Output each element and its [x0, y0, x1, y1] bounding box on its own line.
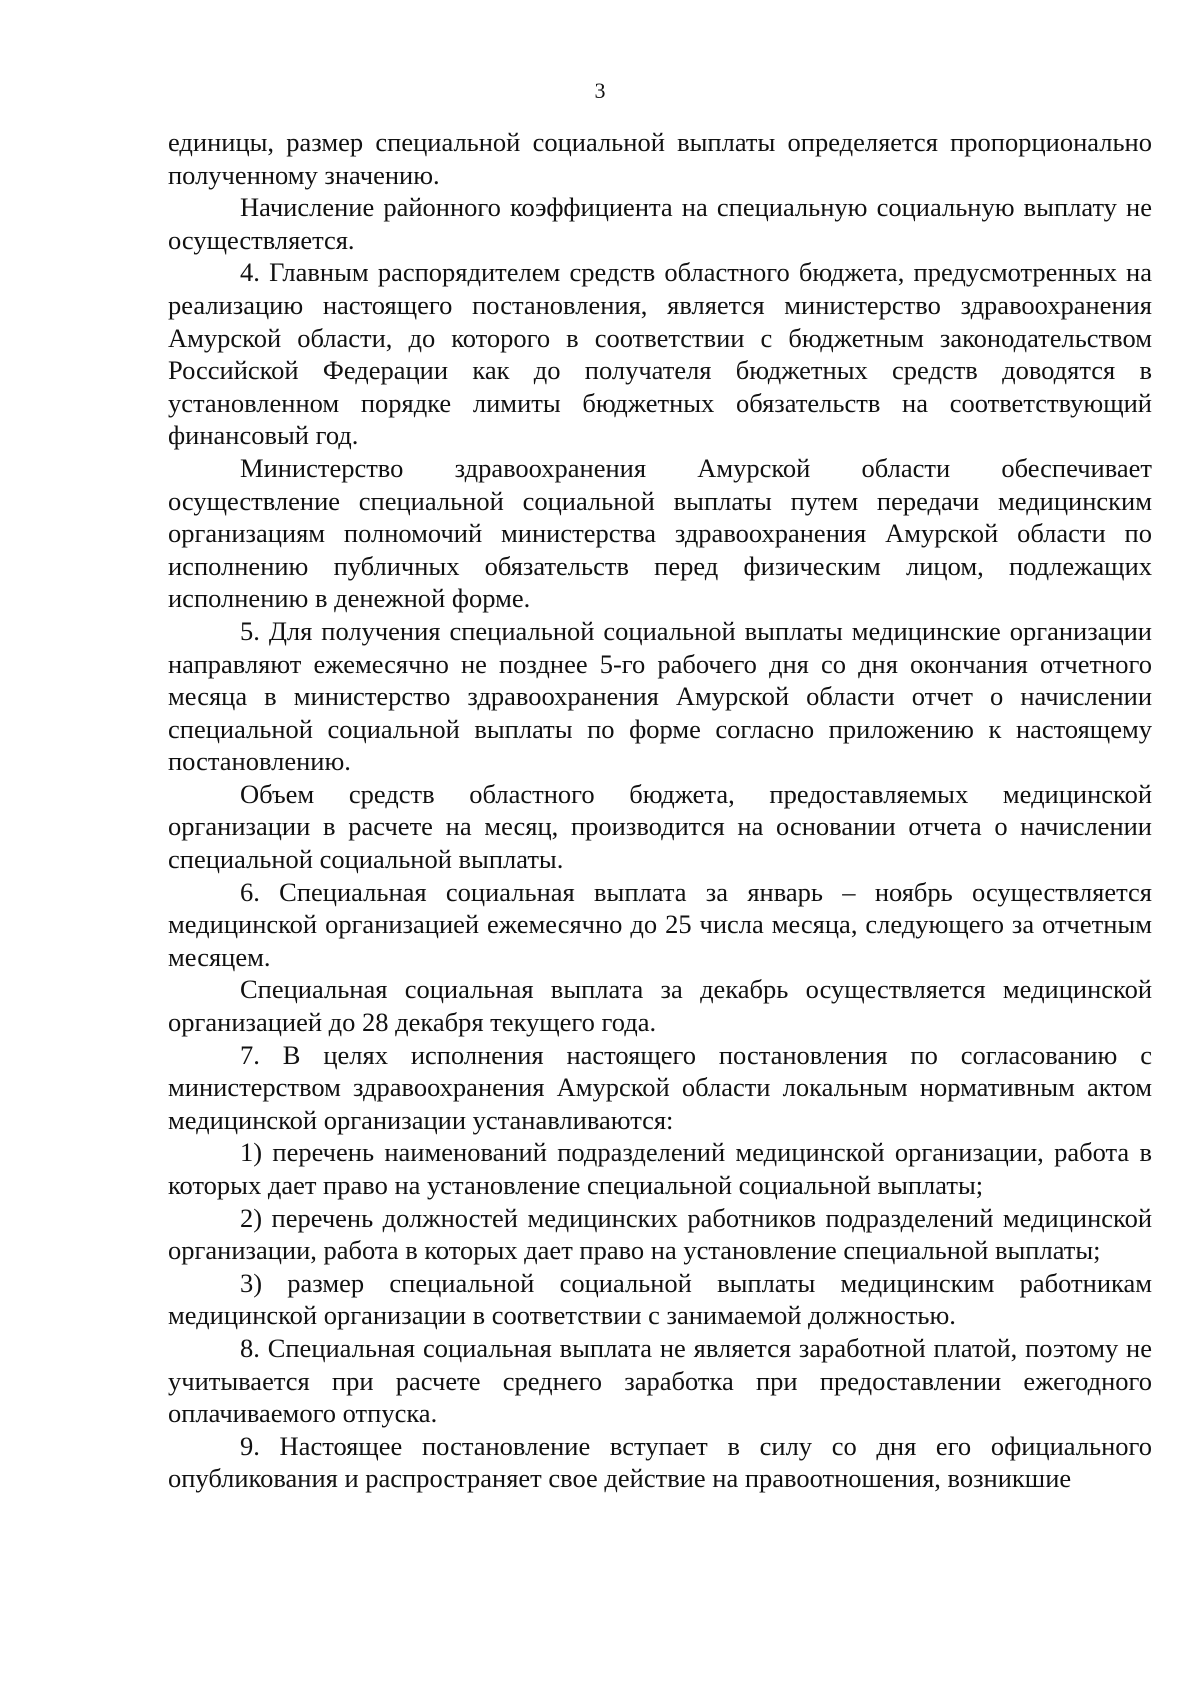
paragraph-item-8: 8. Специальная социальная выплата не является заработной платой, поэтому не учитывается при расчете среднего заработка при предоставлении ежегодного оплачиваемого отпуска.	[168, 1332, 1152, 1429]
paragraph-december-payment: Специальная социальная выплата за декабрь осуществляется медицинской организацией до 28 декабря текущего года.	[168, 974, 1152, 1038]
document-body	[168, 126, 1152, 1495]
paragraph-item-4: 4. Главным распорядителем средств областного бюджета, предусмотренных на реализацию настоящего постановления, является министерство здравоохранения Амурской области, до которого в соответствии с бюджетным законодательством Российской Федерации как до получателя бюджетных средств доводятся в установленном порядке лимиты бюджетных обязательств на соответствующий финансовый год.	[168, 257, 1152, 451]
paragraph-subitem-2: 2) перечень должностей медицинских работников подразделений медицинской организации, работа в которых дает право на установление специальной выплаты;	[168, 1202, 1152, 1266]
paragraph-regional-coefficient: Начисление районного коэффициента на специальную социальную выплату не осуществляется.	[168, 192, 1152, 255]
paragraph-item-7: 7. В целях исполнения настоящего постановления по согласованию с министерством здравоохранения Амурской области локальным нормативным актом медицинской организации устанавливаются:	[168, 1039, 1152, 1135]
paragraph-continuation: единицы, размер специальной социальной выплаты определяется пропорционально полученному значению.	[168, 127, 1152, 190]
paragraph-subitem-3: 3) размер специальной социальной выплаты медицинским работникам медицинской организации в соответствии с занимаемой должностью.	[168, 1267, 1152, 1331]
paragraph-item-9: 9. Настоящее постановление вступает в силу со дня его официального опубликования и распространяет свое действие на правоотношения, возникшие	[168, 1430, 1152, 1494]
paragraph-budget-volume: Объем средств областного бюджета, предоставляемых медицинской организации в расчете на месяц, производится на основании отчета о начислении специальной социальной выплаты.	[168, 778, 1152, 875]
page-number: 3	[594, 78, 606, 103]
paragraph-item-6: 6. Специальная социальная выплата за январь – ноябрь осуществляется медицинской организацией ежемесячно до 25 числа месяца, следующего за отчетным месяцем.	[168, 876, 1152, 972]
paragraph-ministry-provision: Министерство здравоохранения Амурской области обеспечивает осуществление специальной социальной выплаты путем передачи медицинским организациям полномочий министерства здравоохранения Амурской области по исполнению публичных обязательств перед физическим лицом, подлежащих исполнению в денежной форме.	[168, 452, 1152, 614]
paragraph-subitem-1: 1) перечень наименований подразделений медицинской организации, работа в которых дает право на установление специальной социальной выплаты;	[168, 1137, 1152, 1200]
paragraph-item-5: 5. Для получения специальной социальной выплаты медицинские организации направляют ежемесячно не позднее 5-го рабочего дня со дня окончания отчетного месяца в министерство здравоохранения Амурской области отчет о начислении специальной социальной выплаты по форме согласно приложению к настоящему постановлению.	[168, 615, 1152, 777]
